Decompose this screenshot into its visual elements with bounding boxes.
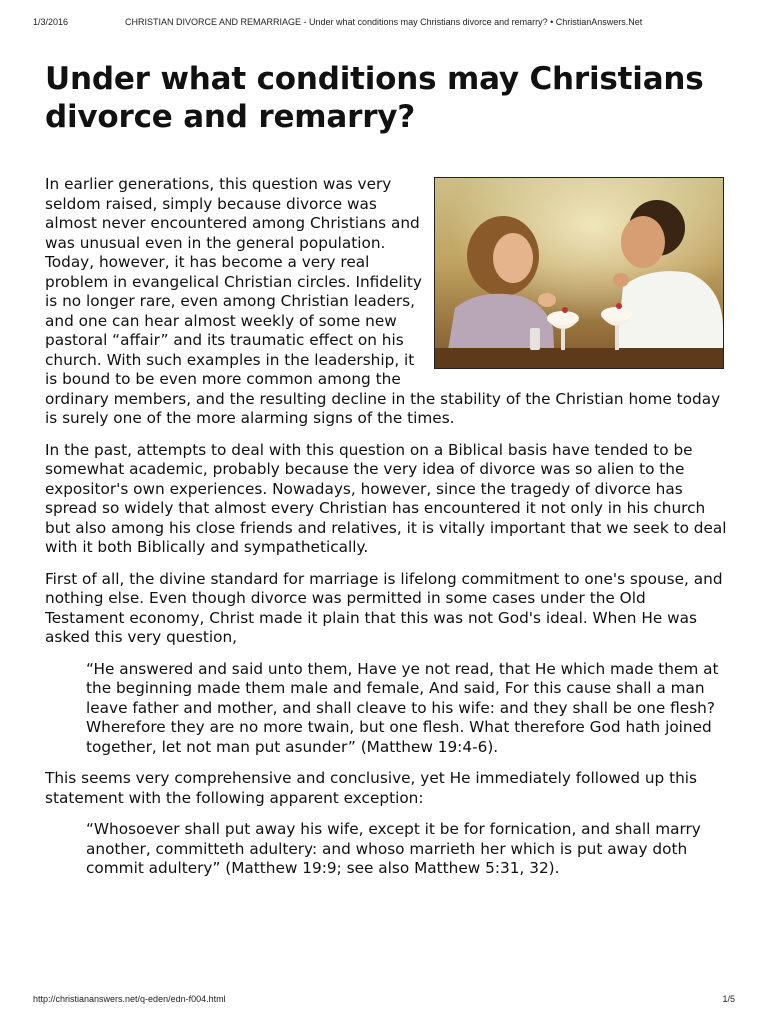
article-heading: Under what conditions may Christians divorce and remarry? xyxy=(45,61,704,135)
paragraph-3: First of all, the divine standard for marriage is lifelong commitment to one's spouse, and nothing else. Even though divorce was permitted in some cases under the Old Testament economy, Christ made it plain that this was not God's ideal. When He was asked this very question, xyxy=(45,569,723,646)
print-page-title: CHRISTIAN DIVORCE AND REMARRIAGE - Under what conditions may Christians divorce and remarry? • ChristianAnswers.Net xyxy=(125,17,643,27)
print-date: 1/3/2016 xyxy=(33,17,69,27)
print-footer xyxy=(33,994,735,1008)
paragraph-1: In earlier generations, this question was very seldom raised, simply because divorce was almost never encountered among Christians and was unusual even in the general population. Today, however, it has become a very real problem in evangelical Christian circles. Infidelity is no longer rare, even among Christian leaders, and one can hear almost weekly of some new pastoral “affair” and its traumatic effect on his church. With such examples in the leadership, it is bound to be even more common among the ordinary members, and the resulting decline in the stability of the Christian home today is surely one of the more alarming signs of the times. xyxy=(45,175,721,427)
paragraph-4: This seems very comprehensive and conclusive, yet He immediately followed up this statement with the following apparent exception: xyxy=(45,769,698,807)
print-header xyxy=(33,17,735,31)
page-url: http://christiananswers.net/q-eden/edn-f004.html xyxy=(33,994,226,1004)
couple-dining-photo xyxy=(434,177,724,369)
paragraph-2: In the past, attempts to deal with this question on a Biblical basis have tended to be somewhat academic, probably because the very idea of divorce was so alien to the expositor's own experiences. Nowadays, however, since the tragedy of divorce has spread so widely that almost every Christian has encountered it not only in his church but also among his close friends and relatives, it is vitally important that we seek to deal with it both Biblically and sympathetically. xyxy=(45,440,727,556)
scripture-quote-matthew-19-4: “He answered and said unto them, Have ye not read, that He which made them at the beginning made them male and female, And said, For this cause shall a man leave father and mother, and shall cleave to his wife: and they shall be one flesh? Wherefore they are no more twain, but one flesh. What therefore God hath joined together, let not man put asunder” (Matthew 19:4-6). xyxy=(86,659,719,756)
page-number: 1/5 xyxy=(722,994,735,1004)
scripture-quote-matthew-19-9: “Whosoever shall put away his wife, except it be for fornication, and shall marry another, committeth adultery: and whoso marrieth her which is put away doth commit adultery” (Matthew 19:9; see also Matthew 5:31, 32). xyxy=(86,820,701,877)
article xyxy=(45,60,728,891)
